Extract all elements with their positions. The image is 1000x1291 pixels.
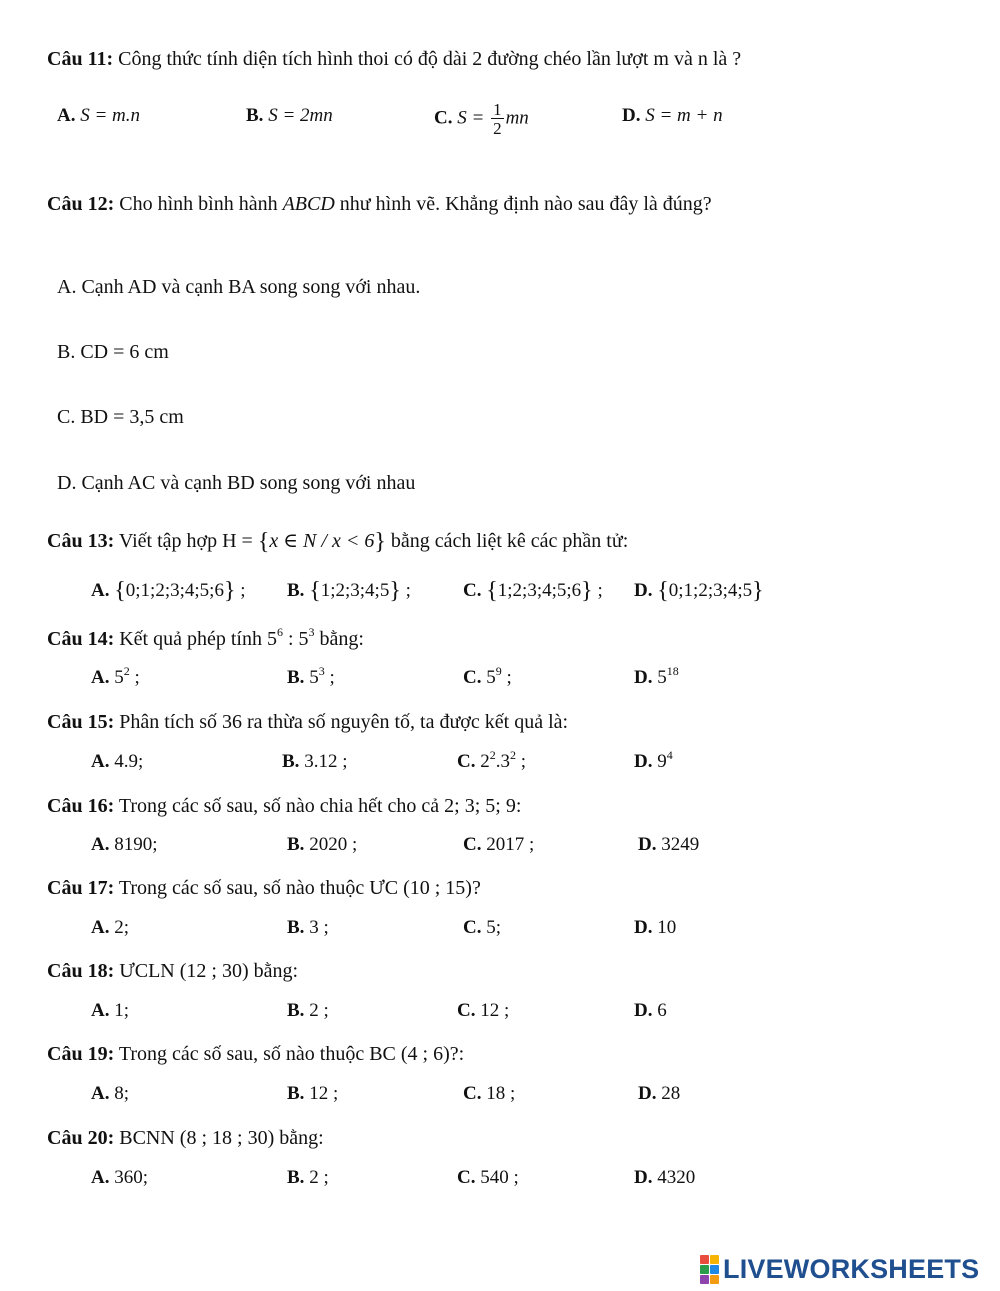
option-separator: ; bbox=[400, 580, 411, 601]
exponent: 4 bbox=[666, 748, 673, 762]
brace-open: { bbox=[657, 578, 669, 604]
exponent: 3 bbox=[318, 664, 325, 678]
option-formula-prefix: S = bbox=[457, 107, 490, 129]
brace-close: } bbox=[752, 578, 764, 604]
brace-open: { bbox=[486, 578, 498, 604]
question-16-label: Câu 16: bbox=[47, 795, 115, 817]
question-12-text-end: như hình vẽ. Khẳng định nào sau đây là đúng? bbox=[334, 193, 712, 215]
q12-option-c[interactable]: C. BD = 3,5 cm bbox=[57, 406, 184, 428]
option-base: 5 bbox=[109, 667, 124, 688]
option-letter: C. bbox=[463, 1083, 482, 1104]
option-letter: B. bbox=[287, 834, 305, 855]
option-letter: B. bbox=[287, 1167, 305, 1188]
option-base: 5 bbox=[481, 667, 496, 688]
logo-grid-cell bbox=[710, 1255, 719, 1264]
option-base: 5 bbox=[304, 667, 319, 688]
option-text: 4320 bbox=[652, 1167, 696, 1188]
q13-option-a[interactable] bbox=[91, 578, 246, 605]
q18-option-a[interactable] bbox=[91, 1000, 129, 1022]
q13-option-c[interactable] bbox=[463, 578, 603, 605]
option-text: 10 bbox=[652, 917, 677, 938]
question-20 bbox=[47, 1127, 324, 1150]
question-12-label: Câu 12: bbox=[47, 193, 115, 215]
option-separator: ; bbox=[592, 580, 603, 601]
question-17-label: Câu 17: bbox=[47, 877, 115, 899]
question-16 bbox=[47, 795, 521, 818]
option-letter: B. bbox=[287, 1000, 305, 1021]
option-text: 2 ; bbox=[304, 1000, 329, 1021]
option-text: 28 bbox=[656, 1083, 681, 1104]
question-14-label: Câu 14: bbox=[47, 628, 115, 650]
q16-option-d[interactable] bbox=[638, 834, 699, 856]
question-20-text: BCNN (8 ; 18 ; 30) bằng: bbox=[114, 1127, 324, 1149]
option-letter: C. bbox=[434, 107, 453, 129]
option-set-elements: 1;2;3;4;5;6 bbox=[497, 580, 582, 601]
question-14-text-end: bằng: bbox=[314, 628, 364, 650]
question-17 bbox=[47, 877, 481, 900]
question-14-text: Kết quả phép tính 5 bbox=[114, 628, 277, 650]
option-separator: ; bbox=[324, 667, 335, 688]
logo-grid-icon bbox=[700, 1255, 719, 1284]
q18-option-d[interactable] bbox=[634, 1000, 667, 1022]
option-formula: S = 2mn bbox=[268, 105, 333, 126]
option-text: 8190; bbox=[109, 834, 158, 855]
exponent: 6 bbox=[276, 625, 283, 639]
question-20-label: Câu 20: bbox=[47, 1127, 115, 1149]
q11-option-b[interactable] bbox=[246, 105, 333, 127]
exponent: 3 bbox=[308, 625, 315, 639]
q14-option-d[interactable] bbox=[634, 664, 679, 689]
brace-close: } bbox=[389, 578, 401, 604]
question-17-text: Trong các số sau, số nào thuộc ƯC (10 ; 15)? bbox=[114, 877, 481, 899]
option-text: 5; bbox=[481, 917, 502, 938]
q19-option-b[interactable] bbox=[287, 1083, 338, 1105]
option-letter: A. bbox=[91, 1167, 110, 1188]
q11-option-d[interactable] bbox=[622, 105, 723, 127]
option-text: 6 bbox=[652, 1000, 667, 1021]
option-letter: B. bbox=[287, 667, 305, 688]
q16-option-a[interactable] bbox=[91, 834, 158, 856]
option-letter: A. bbox=[91, 1083, 110, 1104]
option-letter: D. bbox=[638, 834, 657, 855]
option-set-elements: 0;1;2;3;4;5 bbox=[668, 580, 753, 601]
option-letter: A. bbox=[91, 834, 110, 855]
question-13-label: Câu 13: bbox=[47, 530, 115, 552]
q16-option-b[interactable] bbox=[287, 834, 357, 856]
option-text: 1; bbox=[109, 1000, 130, 1021]
logo-grid-cell bbox=[710, 1275, 719, 1284]
q17-option-d[interactable] bbox=[634, 917, 676, 939]
option-base: 9 bbox=[652, 751, 667, 772]
question-18-text: ƯCLN (12 ; 30) bằng: bbox=[114, 960, 299, 982]
question-13-text: Viết tập hợp H = bbox=[114, 530, 258, 552]
q18-option-c[interactable] bbox=[457, 1000, 509, 1022]
question-15-text: Phân tích số 36 ra thừa số nguyên tố, ta được kết quả là: bbox=[114, 711, 569, 733]
question-11-text: Công thức tính diện tích hình thoi có độ dài 2 đường chéo lần lượt m và n là ? bbox=[113, 48, 742, 70]
option-letter: D. bbox=[634, 751, 653, 772]
q14-option-a[interactable] bbox=[91, 664, 140, 689]
option-text: 3 ; bbox=[304, 917, 329, 938]
q20-option-c[interactable] bbox=[457, 1167, 519, 1189]
option-formula: S = m.n bbox=[80, 105, 141, 126]
option-text: 12 ; bbox=[475, 1000, 510, 1021]
q12-option-a[interactable]: A. Cạnh AD và cạnh BA song song với nhau. bbox=[57, 276, 421, 298]
q20-option-a[interactable] bbox=[91, 1167, 148, 1189]
option-letter: C. bbox=[457, 751, 476, 772]
q20-option-d[interactable] bbox=[634, 1167, 695, 1189]
question-19-text: Trong các số sau, số nào thuộc BC (4 ; 6)?: bbox=[114, 1043, 465, 1065]
q20-option-b[interactable] bbox=[287, 1167, 329, 1189]
option-text: 12 ; bbox=[304, 1083, 339, 1104]
option-text: 4.9; bbox=[109, 751, 144, 772]
q19-option-a[interactable] bbox=[91, 1083, 129, 1105]
question-13-text-end: bằng cách liệt kê các phần tử: bbox=[385, 530, 629, 552]
option-letter: D. bbox=[634, 667, 653, 688]
question-19-label: Câu 19: bbox=[47, 1043, 115, 1065]
option-letter: C. bbox=[463, 667, 482, 688]
option-letter: B. bbox=[287, 1083, 305, 1104]
brace-close: } bbox=[223, 578, 236, 604]
logo-grid-cell bbox=[710, 1265, 719, 1274]
q12-option-b[interactable]: B. CD = 6 cm bbox=[57, 341, 169, 363]
option-text: 8; bbox=[109, 1083, 130, 1104]
option-letter: A. bbox=[91, 667, 110, 688]
q14-option-c[interactable] bbox=[463, 664, 512, 689]
question-14-operator: : 5 bbox=[282, 628, 309, 650]
option-letter: A. bbox=[91, 1000, 110, 1021]
q11-option-c[interactable] bbox=[434, 101, 529, 137]
question-18 bbox=[47, 960, 298, 983]
option-text: 3249 bbox=[656, 834, 700, 855]
q14-option-b[interactable] bbox=[287, 664, 335, 689]
option-letter: C. bbox=[457, 1167, 476, 1188]
brace-close: } bbox=[581, 578, 593, 604]
option-letter: C. bbox=[463, 917, 482, 938]
option-set-elements: 0;1;2;3;4;5;6 bbox=[125, 580, 224, 601]
q13-option-d[interactable] bbox=[634, 578, 764, 605]
set-brace-close: } bbox=[374, 529, 386, 555]
q15-option-b[interactable] bbox=[282, 751, 347, 773]
question-15 bbox=[47, 711, 568, 734]
option-base: .3 bbox=[495, 751, 510, 772]
question-16-text: Trong các số sau, số nào chia hết cho cả 2; 3; 5; 9: bbox=[114, 795, 522, 817]
liveworksheets-logo[interactable] bbox=[700, 1254, 979, 1284]
q13-option-b[interactable] bbox=[287, 578, 411, 605]
fraction-denominator: 2 bbox=[493, 119, 502, 138]
option-base: 2 bbox=[475, 751, 490, 772]
exponent: 18 bbox=[666, 664, 679, 678]
option-letter: C. bbox=[463, 834, 482, 855]
option-separator: ; bbox=[129, 667, 140, 688]
option-letter: D. bbox=[634, 580, 653, 601]
option-text: 18 ; bbox=[481, 1083, 516, 1104]
q19-option-c[interactable] bbox=[463, 1083, 515, 1105]
option-letter: B. bbox=[246, 105, 264, 126]
question-12 bbox=[47, 193, 712, 216]
logo-grid-cell bbox=[700, 1275, 709, 1284]
option-text: 2; bbox=[109, 917, 130, 938]
q18-option-b[interactable] bbox=[287, 1000, 329, 1022]
option-letter: D. bbox=[622, 105, 641, 126]
q11-option-a[interactable] bbox=[57, 105, 140, 127]
question-15-label: Câu 15: bbox=[47, 711, 115, 733]
option-letter: A. bbox=[57, 105, 76, 126]
option-letter: B. bbox=[287, 917, 305, 938]
option-letter: C. bbox=[457, 1000, 476, 1021]
option-letter: D. bbox=[634, 917, 653, 938]
question-19 bbox=[47, 1043, 464, 1066]
brace-open: { bbox=[114, 578, 126, 604]
set-definition: x ∈ N / x < 6 bbox=[269, 530, 375, 552]
question-18-label: Câu 18: bbox=[47, 960, 115, 982]
option-text: 2020 ; bbox=[304, 834, 358, 855]
q17-option-c[interactable] bbox=[463, 917, 501, 939]
question-14 bbox=[47, 625, 364, 651]
option-letter: C. bbox=[463, 580, 482, 601]
option-letter: B. bbox=[282, 751, 300, 772]
exponent: 2 bbox=[123, 664, 130, 678]
option-letter: D. bbox=[634, 1167, 653, 1188]
set-brace-open: { bbox=[257, 529, 270, 555]
question-12-text: Cho hình bình hành bbox=[114, 193, 283, 215]
option-text: 2 ; bbox=[304, 1167, 329, 1188]
option-text: 3.12 ; bbox=[299, 751, 348, 772]
question-13 bbox=[47, 528, 628, 556]
option-letter: D. bbox=[634, 1000, 653, 1021]
fraction-numerator: 1 bbox=[493, 100, 502, 119]
option-text: 360; bbox=[109, 1167, 149, 1188]
brace-open: { bbox=[309, 578, 321, 604]
question-11-label: Câu 11: bbox=[47, 48, 114, 70]
q19-option-d[interactable] bbox=[638, 1083, 680, 1105]
option-text: 540 ; bbox=[475, 1167, 519, 1188]
option-separator: ; bbox=[235, 580, 246, 601]
option-letter: A. bbox=[91, 580, 110, 601]
q15-option-a[interactable] bbox=[91, 751, 143, 773]
fraction bbox=[491, 101, 504, 137]
question-12-figure-name: ABCD bbox=[282, 193, 335, 215]
q15-option-c[interactable] bbox=[457, 748, 527, 773]
option-base: 5 bbox=[652, 667, 667, 688]
q17-option-a[interactable] bbox=[91, 917, 129, 939]
q12-option-d[interactable]: D. Cạnh AC và cạnh BD song song với nhau bbox=[57, 472, 416, 494]
option-formula: S = m + n bbox=[645, 105, 723, 126]
option-letter: A. bbox=[91, 751, 110, 772]
logo-text: LIVEWORKSHEETS bbox=[723, 1253, 980, 1284]
option-letter: D. bbox=[638, 1083, 657, 1104]
option-text: 2017 ; bbox=[481, 834, 535, 855]
logo-grid-cell bbox=[700, 1265, 709, 1274]
option-set-elements: 1;2;3;4;5 bbox=[320, 580, 390, 601]
option-separator: ; bbox=[501, 667, 512, 688]
q16-option-c[interactable] bbox=[463, 834, 534, 856]
exponent: 9 bbox=[495, 664, 502, 678]
q15-option-d[interactable] bbox=[634, 748, 673, 773]
option-letter: A. bbox=[91, 917, 110, 938]
q17-option-b[interactable] bbox=[287, 917, 329, 939]
exponent: 2 bbox=[489, 748, 496, 762]
option-separator: ; bbox=[515, 751, 527, 772]
exponent: 2 bbox=[509, 748, 516, 762]
option-formula-suffix: mn bbox=[505, 107, 529, 129]
option-letter: B. bbox=[287, 580, 305, 601]
question-11 bbox=[47, 48, 741, 71]
logo-grid-cell bbox=[700, 1255, 709, 1264]
